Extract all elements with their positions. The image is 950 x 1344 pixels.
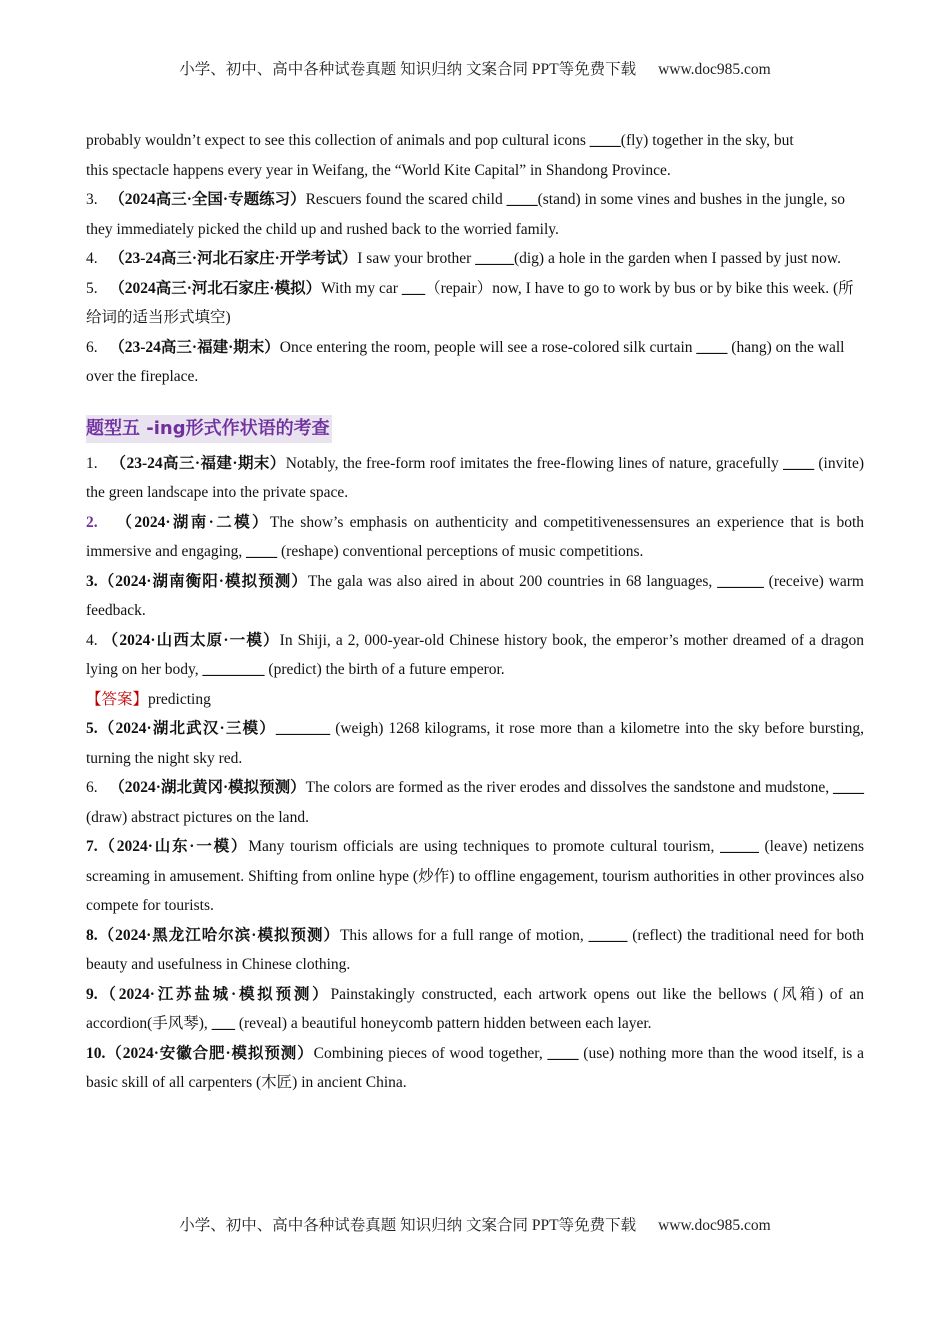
question-source: （2024·湖南衡阳·模拟预测）	[97, 572, 308, 590]
text: Many tourism officials are using techniques to promote cultural tourism,	[248, 838, 721, 855]
question-source: （2024·江苏盐城·模拟预测）	[97, 985, 331, 1003]
text: （repair）now, I have to go to work by bus or by bike this week. (所给词的适当形式填空)	[86, 279, 854, 326]
section-title: 题型五 -ing形式作状语的考查	[86, 415, 332, 443]
question-source: （2024·湖南·二模）	[116, 513, 270, 531]
question-number: 4.	[86, 631, 98, 649]
text: (invite) the green landscape into the private space.	[86, 454, 864, 501]
question-number: 2.	[86, 513, 98, 531]
question-number: 6.	[86, 338, 98, 356]
answer-blank: ______	[717, 572, 764, 590]
text: (stand) in some vines and bushes in the jungle, so they immediately picked the child up and rushed back to the worried family.	[86, 191, 845, 238]
answer-blank: ____	[783, 454, 815, 472]
page-footer	[0, 1213, 950, 1235]
question-number: 7.	[86, 838, 98, 855]
question-1	[86, 449, 864, 508]
text: Rescuers found the scared child	[305, 191, 507, 208]
question-source: （23-24高三·福建·期末）	[109, 338, 280, 356]
question-number: 4.	[86, 250, 98, 267]
text: Painstakingly constructed, each artwork opens out like the bellows (风箱) of an accordion(手风琴),	[86, 985, 864, 1032]
question-6	[86, 333, 864, 392]
text: The show’s emphasis on authenticity and competitivenessensures an experience that is both immersive and engaging,	[86, 513, 864, 560]
text: (hang) on the wall over the fireplace.	[86, 338, 845, 385]
question-number: 5.	[86, 279, 98, 297]
answer-blank: ________	[202, 661, 265, 678]
question-number: 10.	[86, 1044, 106, 1062]
question-6b	[86, 773, 864, 832]
text: (receive) warm feedback.	[86, 572, 864, 619]
text: probably wouldn’t expect to see this collection of animals and pop cultural icons	[86, 132, 590, 149]
answer-blank: _____	[588, 926, 628, 944]
question-9	[86, 980, 864, 1039]
text: (reveal) a beautiful honeycomb pattern hidden between each layer.	[234, 1015, 652, 1032]
question-source: （2024高三·河北石家庄·模拟）	[109, 279, 322, 297]
question-source: （23-24高三·福建·期末）	[110, 454, 286, 472]
answer-blank: ____	[547, 1044, 579, 1062]
answer-blank: ____	[246, 543, 278, 560]
text: With my car	[321, 279, 402, 297]
question-source: （2024·山西太原·一模）	[102, 631, 280, 649]
answer-line	[86, 685, 864, 715]
question-number: 3.	[86, 191, 98, 208]
question-10	[86, 1039, 864, 1098]
question-number: 8.	[86, 926, 98, 944]
header-url: www.doc985.com	[658, 61, 771, 78]
question-2	[86, 508, 864, 567]
answer-blank: _____	[720, 838, 759, 855]
question-source: （2024·安徽合肥·模拟预测）	[105, 1044, 314, 1062]
question-source: （2024·湖北武汉·三模）	[97, 720, 276, 737]
text: (draw) abstract pictures on the land.	[86, 808, 309, 826]
text: (weigh) 1268 kilograms, it rose more than a kilometre into the sky before bursting, turning the night sky red.	[86, 720, 864, 767]
text: (reflect) the traditional need for both beauty and usefulness in Chinese clothing.	[86, 926, 864, 973]
question-number: 3.	[86, 572, 98, 590]
answer-blank: _____	[475, 250, 514, 267]
document-body	[86, 126, 864, 1098]
header-text: 小学、初中、高中各种试卷真题 知识归纳 文案合同 PPT等免费下载	[179, 61, 637, 78]
question-3	[86, 185, 864, 244]
question-number: 5.	[86, 720, 98, 737]
question-source: （2024·黑龙江哈尔滨·模拟预测）	[97, 926, 340, 944]
question-4b	[86, 626, 864, 685]
question-5b	[86, 714, 864, 773]
question-source: （2024高三·全国·专题练习）	[109, 191, 306, 208]
answer-value: predicting	[148, 690, 211, 708]
text: In Shiji, a 2, 000-year-old Chinese history book, the emperor’s mother dreamed of a dragon lying on her body,	[86, 631, 865, 678]
question-number: 9.	[86, 985, 98, 1003]
answer-label: 【答案】	[86, 690, 149, 708]
question-4	[86, 244, 864, 274]
text: (dig) a hole in the garden when I passed by just now.	[513, 250, 841, 267]
text: (reshape) conventional perceptions of music competitions.	[277, 543, 644, 560]
question-source: （2024·湖北黄冈·模拟预测）	[109, 779, 306, 796]
text: (fly) together in the sky, but	[620, 132, 794, 149]
text: (leave) netizens screaming in amusement. Shifting from online hype (炒作) to offline engagement, tourism authorities in other provinces also compete for tourists.	[86, 838, 865, 914]
text: This allows for a full range of motion,	[339, 926, 589, 944]
question-number: 6.	[86, 779, 98, 796]
question-7	[86, 832, 864, 921]
answer-blank: ____	[589, 132, 621, 149]
text: The gala was also aired in about 200 countries in 68 languages,	[307, 572, 718, 590]
footer-text: 小学、初中、高中各种试卷真题 知识归纳 文案合同 PPT等免费下载	[179, 1217, 637, 1234]
question-5	[86, 274, 864, 333]
footer-url: www.doc985.com	[658, 1217, 771, 1234]
answer-blank: ___	[211, 1015, 235, 1032]
text: Combining pieces of wood together,	[313, 1044, 548, 1062]
page-header	[0, 57, 950, 79]
answer-blank: ____	[696, 338, 728, 356]
question-continuation	[86, 126, 864, 185]
section-heading	[86, 415, 864, 443]
text: (predict) the birth of a future emperor.	[264, 661, 505, 678]
question-number: 1.	[86, 454, 98, 472]
question-source: （23-24高三·河北石家庄·开学考试）	[109, 250, 358, 267]
answer-blank: ____	[506, 191, 538, 208]
text: this spectacle happens every year in Weifang, the “World Kite Capital” in Shandong Province.	[86, 161, 671, 179]
text: The colors are formed as the river erodes and dissolves the sandstone and mudstone,	[305, 779, 834, 796]
answer-blank: _______	[275, 720, 331, 737]
question-8	[86, 921, 864, 980]
text: (use) nothing more than the wood itself, is a basic skill of all carpenters (木匠) in ancient China.	[86, 1044, 864, 1091]
answer-blank: ____	[833, 779, 865, 796]
question-source: （2024·山东·一模）	[97, 838, 249, 855]
text: Notably, the free-form roof imitates the free-flowing lines of nature, gracefully	[285, 454, 784, 472]
answer-blank: ___	[401, 279, 426, 297]
text: I saw your brother	[357, 250, 476, 267]
question-3b	[86, 567, 864, 626]
text: Once entering the room, people will see a rose-colored silk curtain	[279, 338, 697, 356]
